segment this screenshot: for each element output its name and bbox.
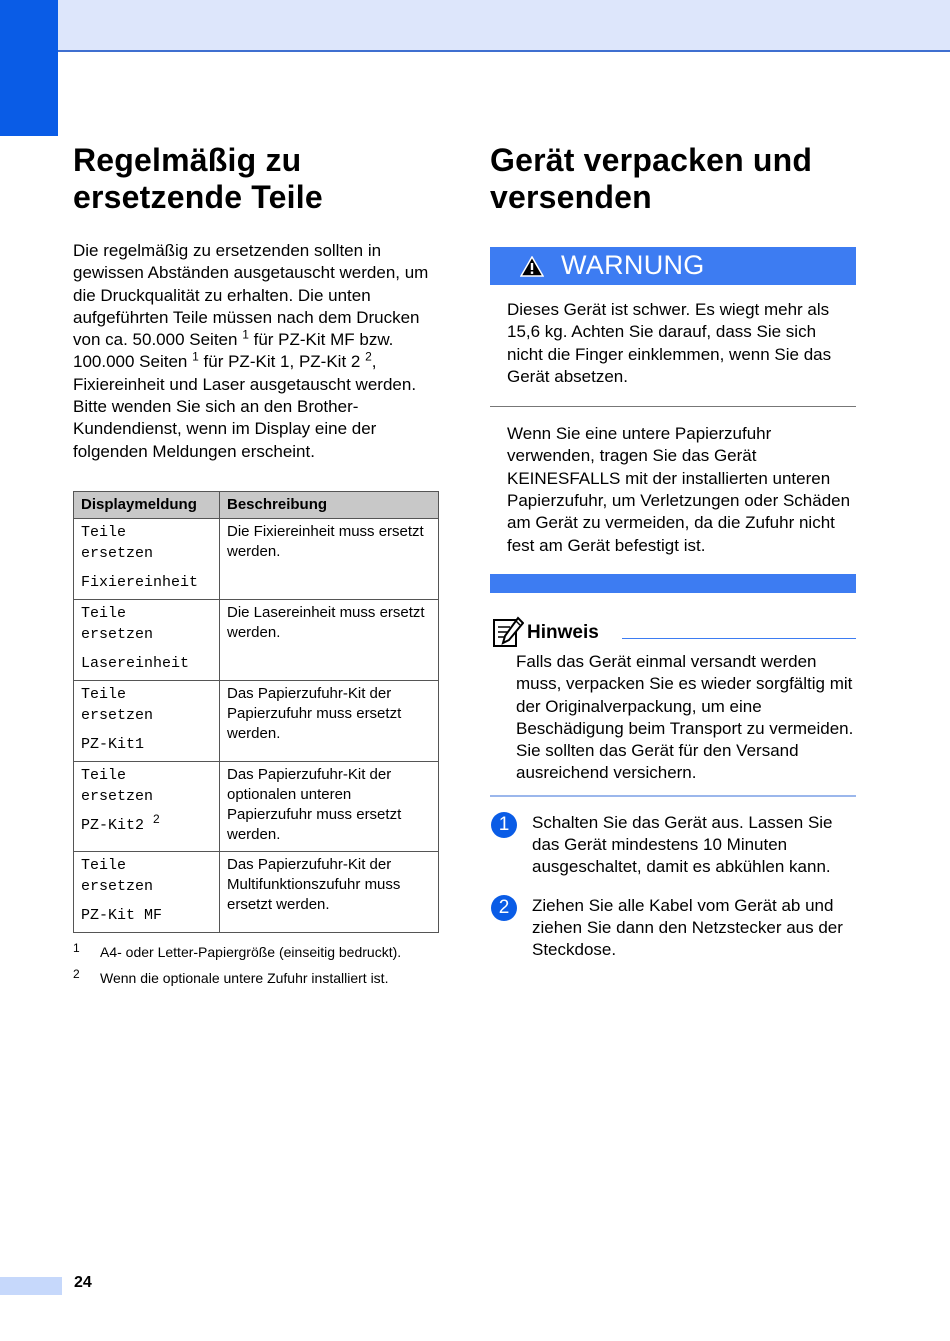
warning-end-bar: [490, 574, 856, 593]
step-item: [490, 812, 856, 879]
footnote: 2 Wenn die optionale untere Zufuhr installiert ist.: [73, 966, 389, 986]
table-row: [74, 518, 439, 599]
warning-text-weight: Dieses Gerät ist schwer. Es wiegt mehr als 15,6 kg. Achten Sie darauf, dass Sie sich nicht die Finger einklemmen, wenn Sie das Gerät absetzen.: [507, 300, 832, 386]
display-message: Teile ersetzen PZ-Kit2 $^2$: [74, 761, 220, 851]
step-number-badge: 2: [491, 895, 517, 921]
note-end-rule: [490, 795, 856, 797]
table-row: [74, 680, 439, 761]
footnote: 1 A4- oder Letter-Papiergröße (einseitig bedruckt).: [73, 940, 402, 960]
description: Die Lasereinheit muss ersetzt werden.: [220, 599, 439, 680]
section-title-shipping: Gerät verpacken und versenden: [490, 142, 813, 215]
step-text: Schalten Sie das Gerät aus. Lassen Sie das Gerät mindestens 10 Minuten ausgeschaltet, damit es abkühlen kann.: [532, 812, 833, 877]
table-row: [74, 851, 439, 932]
table-header-row: [74, 491, 439, 518]
warning-label: WARNUNG: [561, 250, 705, 280]
column-header-description: Beschreibung: [220, 491, 439, 518]
warning-triangle-icon: [520, 256, 544, 277]
description: Das Papierzufuhr-Kit der Multifunktionszufuhr muss ersetzt werden.: [220, 851, 439, 932]
description: Die Fixiereinheit muss ersetzt werden.: [220, 518, 439, 599]
section-title-parts: Regelmäßig zu ersetzende Teile: [73, 142, 323, 215]
intro-paragraph: Die regelmäßig zu ersetzenden sollten in gewissen Abständen ausgetauscht werden, um die Druckqualität zu erhalten. Die unten aufgeführten Teile müssen nach dem Drucken von ca. 50.000 Seiten $^1$ für PZ-Kit MF bzw. 100.000 Seiten $^1$ für PZ-Kit 1, PZ-Kit 2 $^2$, Fixiereinheit und Laser ausgetauscht werden. Bitte wenden Sie sich an den Brother-Kundendienst, wenn im Display eine der folgenden Meldungen erscheint.: [73, 241, 429, 461]
left-column: [73, 142, 439, 995]
display-message-table: [73, 491, 439, 933]
warning-text-tray: Wenn Sie eine untere Papierzufuhr verwenden, tragen Sie das Gerät KEINESFALLS mit der installierten unteren Papierzufuhr, um Verletzungen oder Schäden am Gerät zu vermeiden, da die Zufuhr nicht fest am Gerät befestigt ist.: [507, 424, 851, 555]
display-message: Teile ersetzen PZ-Kit1: [74, 680, 220, 761]
description: Das Papierzufuhr-Kit der optionalen unteren Papierzufuhr muss ersetzt werden.: [220, 761, 439, 851]
column-header-display: Displaymeldung: [74, 491, 220, 518]
step-number-badge: 1: [491, 812, 517, 838]
note-pencil-icon: [492, 616, 524, 648]
step-item: [490, 895, 856, 962]
display-message: Teile ersetzen PZ-Kit MF: [74, 851, 220, 932]
table-row: [74, 599, 439, 680]
step-text: Ziehen Sie alle Kabel vom Gerät ab und ziehen Sie dann den Netzstecker aus der Steckdose.: [532, 895, 843, 960]
note-text: Falls das Gerät einmal versandt werden muss, verpacken Sie es wieder sorgfältig mit der Originalverpackung, um eine Beschädigung beim Transport zu vermeiden. Sie sollten das Gerät für den Versand ausreichend versichern.: [516, 651, 854, 783]
warning-banner: [490, 247, 856, 285]
note-title: Hinweis: [527, 621, 599, 643]
note-title-rule: [622, 638, 856, 639]
footnotes: [73, 940, 439, 987]
display-message: Teile ersetzen Fixiereinheit: [74, 518, 220, 599]
chapter-tab: [0, 0, 58, 136]
right-column: [490, 142, 856, 962]
description: Das Papierzufuhr-Kit der Papierzufuhr muss ersetzt werden.: [220, 680, 439, 761]
table-row: [74, 761, 439, 851]
display-message: Teile ersetzen Lasereinheit: [74, 599, 220, 680]
note-header: [490, 616, 856, 648]
footer-tab: [0, 1277, 62, 1295]
header-band: [0, 0, 950, 52]
page-number: 24: [74, 1274, 92, 1291]
